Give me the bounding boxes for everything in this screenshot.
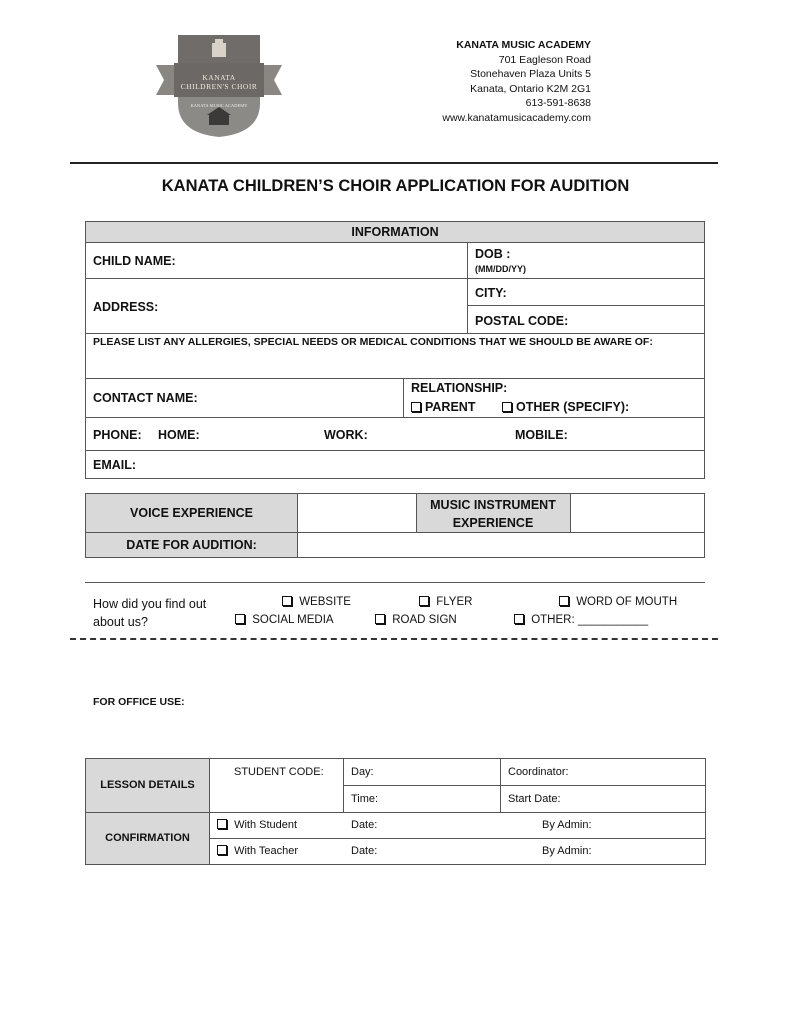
- postal-code-label: POSTAL CODE:: [475, 314, 569, 328]
- coordinator-label: Coordinator:: [508, 766, 569, 778]
- find-divider: [85, 582, 705, 583]
- find-question-line-1: How did you find out: [93, 597, 207, 611]
- office-table: [85, 758, 706, 865]
- audition-date-label: DATE FOR AUDITION:: [126, 538, 257, 552]
- social-media-option[interactable]: [235, 614, 334, 626]
- word-of-mouth-option[interactable]: [559, 596, 677, 608]
- city-label: CITY:: [475, 286, 507, 300]
- website-checkbox[interactable]: [282, 596, 292, 606]
- lesson-details-label: LESSON DETAILS: [100, 779, 195, 791]
- office-use-label: FOR OFFICE USE:: [93, 696, 185, 708]
- parent-checkbox[interactable]: [411, 402, 421, 412]
- parent-option[interactable]: [411, 400, 475, 414]
- academy-plaza: Stonehaven Plaza Units 5: [470, 68, 591, 80]
- parent-label: PARENT: [425, 400, 476, 414]
- logo-line-3: KANATA MUSIC ACADEMY: [190, 103, 248, 108]
- with-student-checkbox[interactable]: [217, 819, 227, 829]
- page-title: KANATA CHILDREN’S CHOIR APPLICATION FOR AUDITION: [161, 177, 630, 195]
- voice-experience-label: VOICE EXPERIENCE: [130, 506, 253, 520]
- with-student-option[interactable]: [217, 819, 297, 831]
- confirmation-label: CONFIRMATION: [105, 832, 190, 844]
- student-code-label: STUDENT CODE:: [234, 766, 324, 778]
- relationship-label: RELATIONSHIP:: [411, 381, 508, 395]
- website-label: WEBSITE: [299, 596, 351, 608]
- child-name-label: CHILD NAME:: [93, 254, 176, 268]
- with-teacher-checkbox[interactable]: [217, 845, 227, 855]
- flyer-option[interactable]: [419, 596, 472, 608]
- instrument-line-2: EXPERIENCE: [452, 516, 534, 530]
- work-phone-label: WORK:: [324, 428, 368, 442]
- header-divider: [70, 162, 718, 164]
- address-label: ADDRESS:: [93, 300, 159, 314]
- social-media-label: SOCIAL MEDIA: [252, 614, 334, 626]
- dob-format: (MM/DD/YY): [475, 264, 526, 274]
- road-sign-option[interactable]: [375, 614, 457, 626]
- mobile-phone-label: MOBILE:: [515, 428, 568, 442]
- home-phone-label: HOME:: [158, 428, 200, 442]
- cut-line: [70, 638, 718, 640]
- other-specify-checkbox[interactable]: [502, 402, 512, 412]
- flyer-label: FLYER: [436, 596, 473, 608]
- academy-city: Kanata, Ontario K2M 2G1: [470, 82, 591, 95]
- instrument-line-1: MUSIC INSTRUMENT: [430, 498, 556, 512]
- other-checkbox[interactable]: [514, 614, 524, 624]
- website-option[interactable]: [282, 596, 351, 608]
- logo-line-2: CHILDREN'S CHOIR: [180, 82, 258, 91]
- teacher-by-admin-label: By Admin:: [542, 845, 592, 857]
- information-header: INFORMATION: [351, 225, 439, 239]
- student-date-label: Date:: [351, 819, 378, 831]
- other-label: OTHER: ___________: [531, 614, 649, 626]
- with-student-label: With Student: [234, 819, 298, 831]
- academy-address: [442, 38, 591, 125]
- allergies-label: PLEASE LIST ANY ALLERGIES, SPECIAL NEEDS OR MEDICAL CONDITIONS THAT WE SHOULD BE AWARE OF:: [93, 336, 653, 348]
- information-table: [85, 221, 705, 479]
- choir-logo: [154, 33, 284, 138]
- with-teacher-label: With Teacher: [234, 845, 299, 857]
- dob-label: DOB :: [475, 247, 511, 261]
- time-label: Time:: [351, 793, 379, 805]
- academy-street: 701 Eagleson Road: [498, 53, 591, 66]
- academy-name: KANATA MUSIC ACADEMY: [456, 39, 591, 51]
- academy-website: www.kanatamusicacademy.com: [442, 111, 591, 124]
- road-sign-label: ROAD SIGN: [392, 614, 457, 626]
- flyer-checkbox[interactable]: [419, 596, 429, 606]
- student-by-admin-label: By Admin:: [542, 819, 592, 831]
- with-teacher-option[interactable]: [217, 845, 298, 857]
- experience-table: [85, 493, 705, 558]
- other-specify-label: OTHER (SPECIFY):: [516, 400, 630, 414]
- email-label: EMAIL:: [93, 458, 137, 472]
- other-specify-option[interactable]: [502, 400, 629, 414]
- phone-label: PHONE:: [93, 428, 142, 442]
- find-question: [93, 595, 206, 631]
- start-date-label: Start Date:: [508, 793, 561, 805]
- social-media-checkbox[interactable]: [235, 614, 245, 624]
- instrument-experience-label: [416, 496, 570, 532]
- academy-phone: 613-591-8638: [525, 97, 591, 109]
- word-of-mouth-label: WORD OF MOUTH: [576, 596, 678, 608]
- other-option[interactable]: [514, 614, 648, 626]
- word-of-mouth-checkbox[interactable]: [559, 596, 569, 606]
- teacher-date-label: Date:: [351, 845, 378, 857]
- contact-name-label: CONTACT NAME:: [93, 391, 198, 405]
- logo-line-1: KANATA: [202, 73, 236, 82]
- day-label: Day:: [351, 766, 374, 778]
- find-question-line-2: about us?: [93, 615, 148, 629]
- road-sign-checkbox[interactable]: [375, 614, 385, 624]
